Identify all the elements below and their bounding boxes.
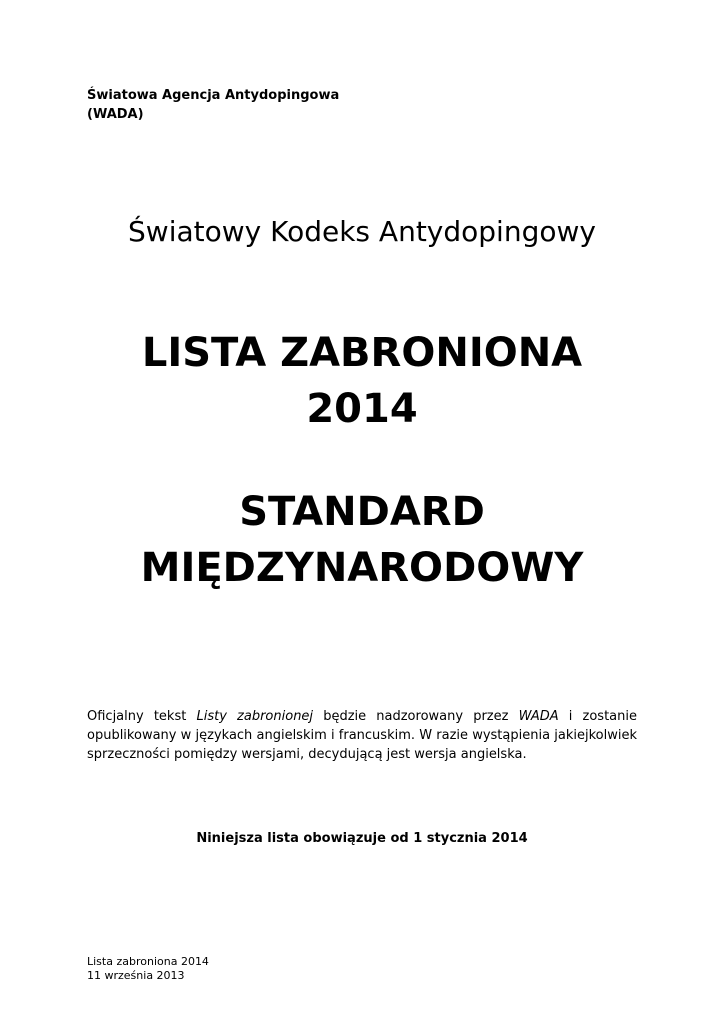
organization-name xyxy=(87,86,339,124)
standard-title xyxy=(0,484,724,596)
code-title: Światowy Kodeks Antydopingowy xyxy=(128,215,596,248)
standard-title-line2: MIĘDZYNARODOWY xyxy=(140,545,584,591)
page-footer xyxy=(87,955,209,983)
footer-document-name: Lista zabroniona 2014 xyxy=(87,955,209,968)
organization-name-line1: Światowa Agencja Antydopingowa xyxy=(87,88,340,103)
notice-text-part3: i zostanie opublikowany w językach angielskim i francuskim. W razie wystąpienia jakiejkolwiek sprzeczności pomiędzy wersjami, decydującą jest wersja angielska. xyxy=(87,709,637,762)
notice-text-part2: będzie nadzorowany przez xyxy=(313,709,519,724)
list-title-line1: LISTA ZABRONIONA xyxy=(141,330,583,376)
notice-list-name: Listy zabronionej xyxy=(196,709,314,724)
notice-text-part1: Oficjalny tekst xyxy=(87,709,197,724)
list-title-year: 2014 xyxy=(306,386,418,432)
effective-date-statement: Niniejsza lista obowiązuje od 1 stycznia 2014 xyxy=(196,831,528,846)
footer-date: 11 września 2013 xyxy=(87,969,185,982)
notice-org-abbreviation: WADA xyxy=(518,709,559,724)
list-title xyxy=(0,325,724,437)
standard-title-line1: STANDARD xyxy=(239,489,485,535)
organization-abbreviation: (WADA) xyxy=(87,107,144,122)
official-text-notice xyxy=(87,707,637,764)
